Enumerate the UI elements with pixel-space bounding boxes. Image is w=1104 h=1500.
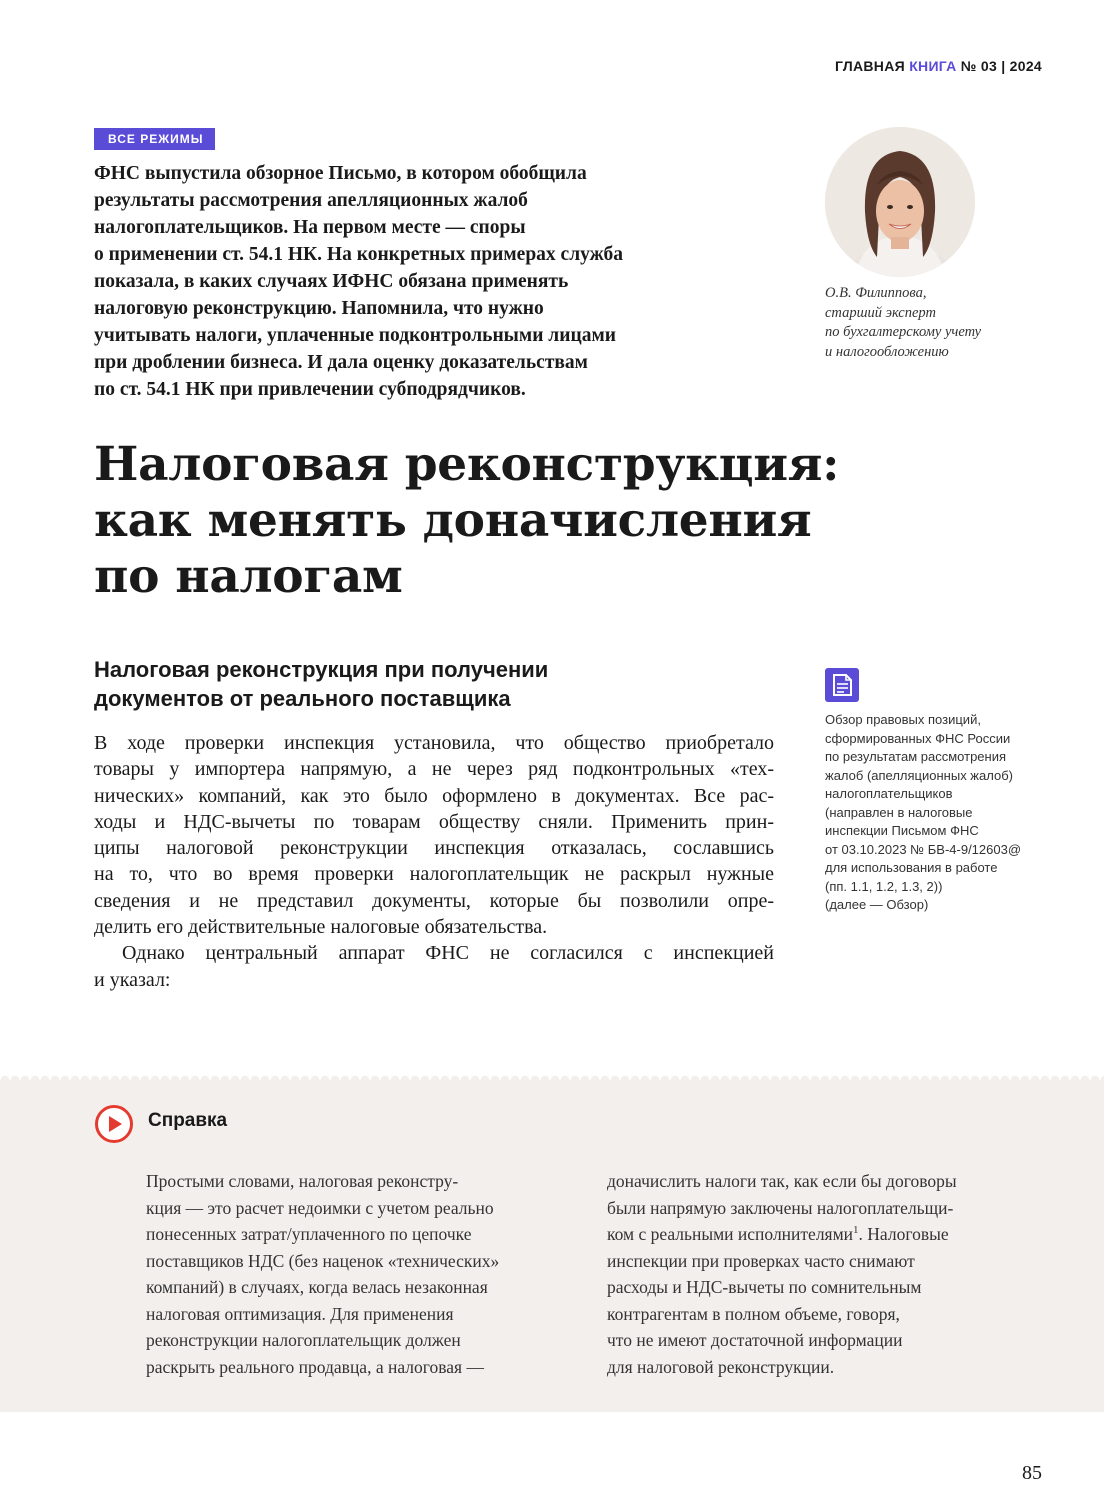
lead-line: по ст. 54.1 НК при привлечении субподрядчиков. — [94, 379, 526, 400]
reference-line: кция — это расчет недоимки с учетом реально — [146, 1197, 494, 1218]
sidenote-line: для использования в работе — [825, 860, 998, 875]
title-line: как менять доначисления — [94, 493, 812, 548]
reference-line: доначислить налоги так, как если бы договоры — [607, 1171, 957, 1191]
reference-box — [0, 1080, 1104, 1412]
reference-line: понесенных затрат/уплаченного по цепочке — [146, 1224, 472, 1244]
section-heading-line: документов от реального поставщика — [94, 686, 511, 711]
reference-line: компаний) в случаях, когда велась незаконная — [146, 1277, 488, 1297]
body-line: В ходе проверки инспекция установила, что общество приобретало — [94, 732, 774, 754]
category-badge: ВСЕ РЕЖИМЫ — [94, 128, 215, 150]
footnote-mark: 1 — [853, 1224, 859, 1237]
author-name: О.В. Филиппова, — [825, 285, 927, 301]
page-number: 85 — [1022, 1462, 1042, 1484]
sidenote-line: по результатам рассмотрения — [825, 749, 1007, 764]
lead-line: о применении ст. 54.1 НК. На конкретных примерах служба — [94, 244, 624, 265]
reference-line: реконструкции налогоплательщик должен — [146, 1330, 461, 1350]
body-line: делить его действительные налоговые обязательства. — [94, 916, 548, 939]
title-line: по налогам — [94, 549, 403, 604]
sidenote-line: сформированных ФНС России — [825, 730, 1011, 746]
magazine-header — [835, 58, 1042, 74]
sidenote-line: (пп. 1.1, 1.2, 1.3, 2)) — [825, 878, 943, 894]
reference-line: что не имеют достаточной информации — [607, 1330, 903, 1350]
body-line: на то, что во время проверки налогоплательщик не раскрыл нужные — [94, 863, 774, 886]
author-caption — [825, 284, 1045, 362]
author-position-line: по бухгалтерскому учету — [825, 324, 982, 340]
author-photo — [825, 127, 975, 277]
author-portrait-icon — [825, 127, 975, 277]
lead-line: показала, в каких случаях ИФНС обязана применять — [94, 271, 569, 292]
reference-line: раскрыть реального продавца, а налоговая — — [146, 1356, 484, 1377]
play-icon — [94, 1104, 134, 1144]
source-sidenote — [825, 711, 1065, 915]
reference-line: были напрямую заключены налогоплательщи- — [607, 1197, 954, 1218]
sidenote-line: жалоб (апелляционных жалоб) — [825, 767, 1013, 783]
lead-line: результаты рассмотрения апелляционных жалоб — [94, 190, 528, 211]
document-icon — [825, 668, 859, 702]
reference-line: Простыми словами, налоговая реконстру- — [146, 1171, 459, 1191]
sidenote-line: инспекции Письмом ФНС — [825, 823, 979, 838]
body-line: ходы и НДС-вычеты по товарам обществу сняли. Применить прин- — [94, 810, 774, 833]
sidenote-line: Обзор правовых позиций, — [825, 712, 981, 727]
article-title — [94, 437, 854, 605]
sidenote-line: (далее — Обзор) — [825, 897, 929, 912]
sidenote-line: от 03.10.2023 № БВ-4-9/12603@ — [825, 841, 1022, 857]
body-line: нических» компаний, как это было оформлено в документах. Все рас- — [94, 784, 774, 807]
reference-right-column — [607, 1168, 957, 1380]
reference-line — [607, 1221, 957, 1248]
lead-line: при дроблении бизнеса. И дала оценку доказательствам — [94, 352, 588, 373]
lead-line: учитывать налоги, уплаченные подконтрольными лицами — [94, 325, 616, 346]
reference-left-column — [146, 1168, 499, 1380]
lead-line: ФНС выпустила обзорное Письмо, в котором обобщила — [94, 163, 587, 184]
author-position-line: и налогообложению — [825, 343, 949, 360]
sidenote-line: налогоплательщиков — [825, 786, 953, 801]
reference-line: для налоговой реконструкции. — [607, 1356, 835, 1377]
lead-paragraph — [94, 160, 784, 403]
reference-line: инспекции при проверках часто снимают — [607, 1250, 915, 1271]
section-heading-line: Налоговая реконструкция при получении — [94, 657, 549, 682]
sidenote-line: (направлен в налоговые — [825, 804, 973, 820]
section-heading — [94, 655, 754, 713]
reference-line: поставщиков НДС (без наценок «технических» — [146, 1250, 500, 1271]
title-line: Налоговая реконструкция: — [94, 437, 840, 492]
lead-line: налогоплательщиков. На первом месте — споры — [94, 217, 526, 238]
lead-line: налоговую реконструкцию. Напомнила, что нужно — [94, 298, 544, 319]
reference-line: налоговая оптимизация. Для применения — [146, 1303, 454, 1324]
body-line: товары у импортера напрямую, а не через ряд подконтрольных «тех- — [94, 758, 774, 781]
reference-line-tail: . Налоговые — [858, 1224, 949, 1244]
body-line: Однако центральный аппарат ФНС не согласился с инспекцией — [122, 942, 774, 965]
reference-line: контрагентам в полном объеме, говоря, — [607, 1303, 900, 1324]
body-text — [94, 730, 774, 993]
issue-number: № 03 | 2024 — [960, 58, 1042, 74]
magazine-name-part1: ГЛАВНАЯ — [834, 58, 905, 74]
scalloped-edge — [0, 1075, 1104, 1085]
reference-line-text: ком с реальными исполнителями — [607, 1224, 854, 1244]
body-line: и указал: — [94, 968, 171, 991]
reference-title: Справка — [148, 1110, 228, 1131]
body-line: ципы налоговой реконструкции инспекция отказалась, сославшись — [94, 837, 774, 860]
reference-line: расходы и НДС-вычеты по сомнительным — [607, 1277, 922, 1297]
author-position-line: старший эксперт — [825, 304, 936, 321]
body-line: сведения и не представил документы, которые бы позволили опре- — [94, 889, 774, 912]
magazine-name-part2: КНИГА — [909, 58, 957, 74]
